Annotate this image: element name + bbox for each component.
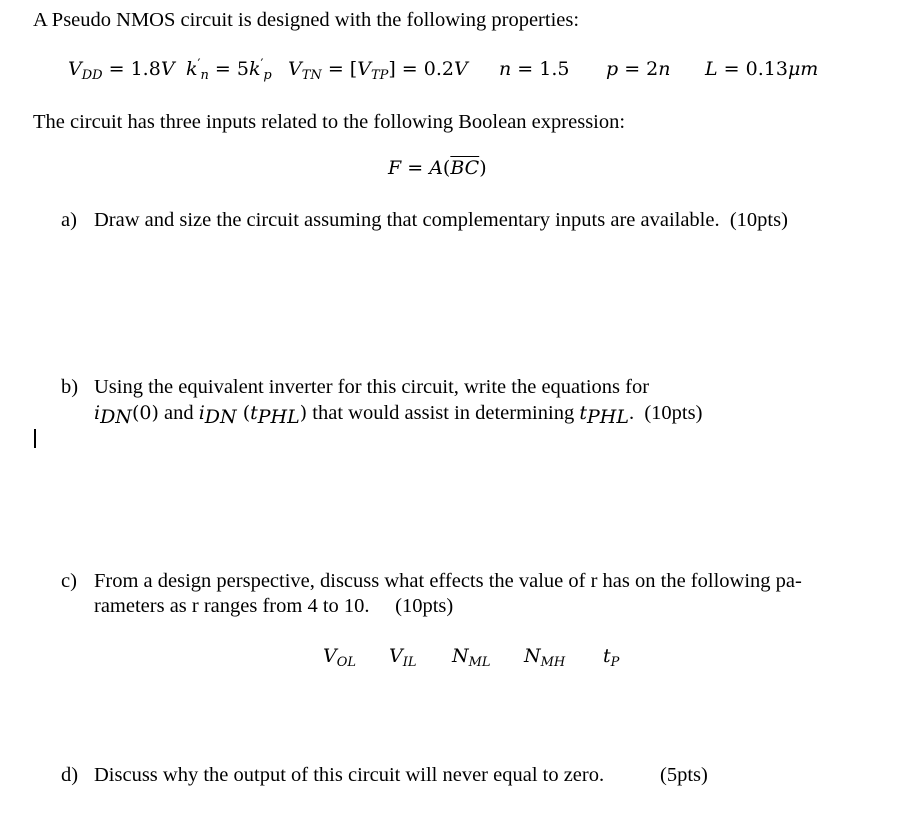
- param-vil: $V_{IL}$: [389, 645, 417, 670]
- intro-text: A Pseudo NMOS circuit is designed with the following properties:: [33, 9, 580, 31]
- question-c: c) From a design perspective, discuss what effects the value of r has on the following pa-: [61, 570, 802, 592]
- question-d-points: (5pts): [660, 764, 708, 786]
- property-p: p = 2n: [606, 58, 671, 80]
- param-nml: $N_{ML}$: [452, 645, 491, 670]
- question-c-line2: rameters as r ranges from 4 to 10. (10pts): [94, 595, 454, 617]
- param-tp: $t_P$: [603, 645, 620, 670]
- property-length: L = 0.13μm: [705, 58, 819, 80]
- question-a: a) Draw and size the circuit assuming that complementary inputs are available. (10pts): [61, 209, 788, 231]
- property-threshold-voltage: $V_{TN} = [V_{TP}] = 0.2V$: [288, 58, 468, 83]
- inputs-text: The circuit has three inputs related to the following Boolean expression:: [33, 111, 626, 133]
- property-vdd: $V_{DD} = 1.8V$: [68, 58, 175, 83]
- boolean-expression: $F = A(\overline{BC})$: [388, 157, 487, 179]
- question-d: d) Discuss why the output of this circuit will never equal to zero.: [61, 764, 605, 786]
- question-b: b) Using the equivalent inverter for this circuit, write the equations for: [61, 376, 650, 398]
- param-vol: $V_{OL}$: [323, 645, 357, 670]
- param-nmh: $N_{MH}$: [524, 645, 566, 670]
- property-n: n = 1.5: [499, 58, 570, 80]
- question-b-line2: $i_{DN}(0)$ and $i_{DN}$ $(t_{PHL})$ that would assist in determining $t_{PHL}$. (10pts): [94, 402, 703, 428]
- text-cursor: [34, 429, 36, 448]
- property-k-ratio: $k'_n = 5k'_p$: [186, 57, 272, 83]
